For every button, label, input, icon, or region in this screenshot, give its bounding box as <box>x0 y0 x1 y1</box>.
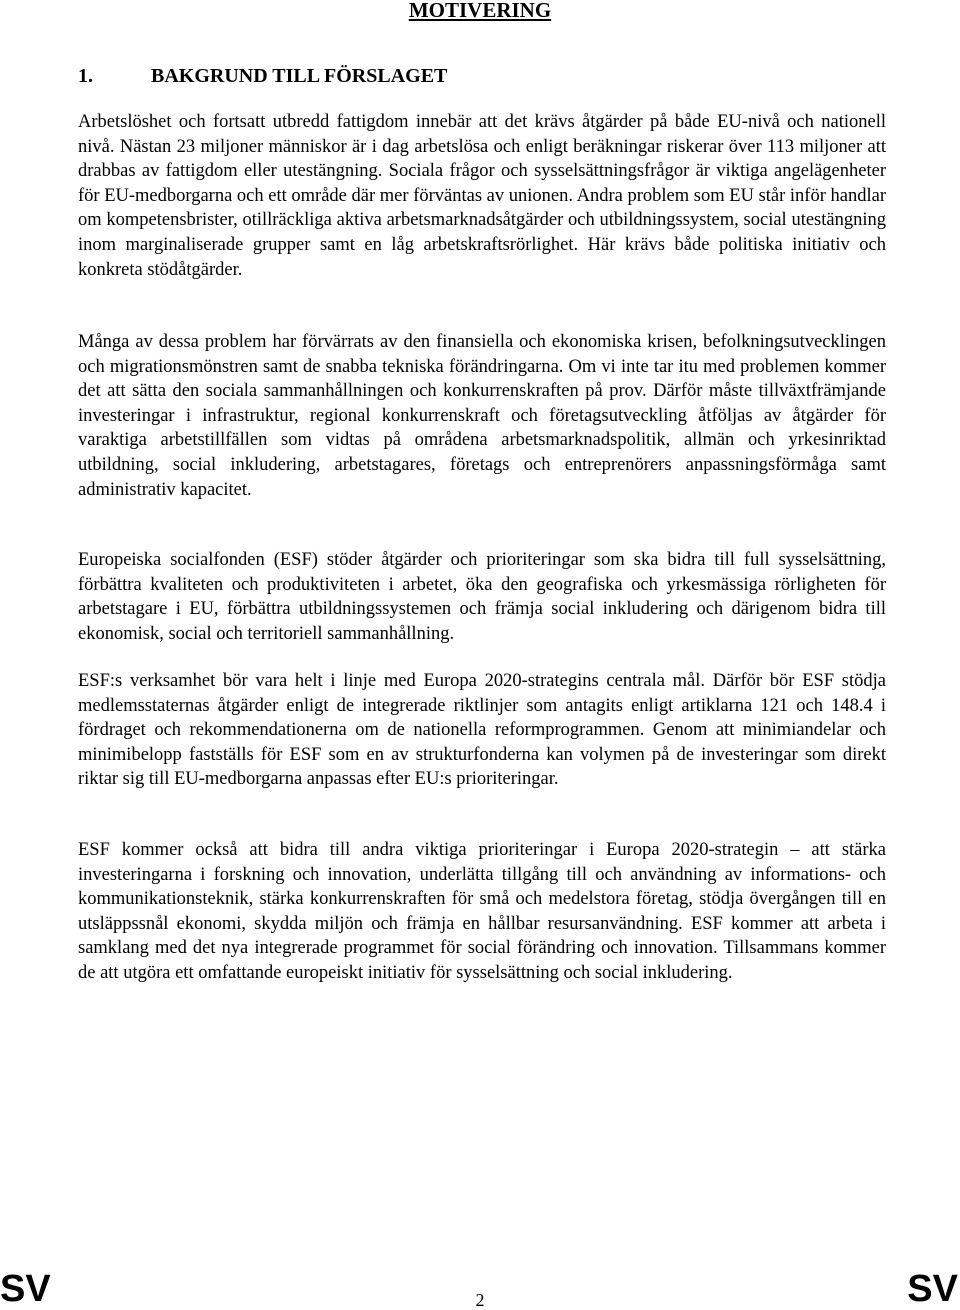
section-title: BAKGRUND TILL FÖRSLAGET <box>151 65 448 87</box>
paragraph-1: Arbetslöshet och fortsatt utbredd fattigdom innebär att det krävs åtgärder på både EU-nivå och nationell nivå. Nästan 23 miljoner människor är i dag arbetslösa och enligt beräkningar riskerar över 113 miljoner att drabbas av fattigdom eller utestängning. Sociala frågor och sysselsättningsfrågor är viktiga angelägenheter för EU-medborgarna och ett område där mer förväntas av unionen. Andra problem som EU står inför handlar om kompetensbrister, otillräckliga aktiva arbetsmarknadsåtgärder och utbildningssystem, social utestängning inom marginaliserade grupper samt en låg arbetskraftsrörlighet. Här krävs både politiska initiativ och konkreta stödåtgärder. <box>78 112 886 280</box>
paragraph-2: Många av dessa problem har förvärrats av den finansiella och ekonomiska krisen, befolkningsutvecklingen och migrationsmönstren samt de snabba tekniska förändringarna. Om vi inte tar itu med problemen kommer det att sätta den sociala sammanhållningen och konkurrenskraften på prov. Därför måste tillväxtfrämjande investeringar i infrastruktur, regional konkurrenskraft och företagsutveckling åtföljas av åtgärder för varaktiga arbetstillfällen som vidtas på områdena arbetsmarknadspolitik, allmän och yrkesinriktad utbildning, social inkludering, arbetstagares, företags och entreprenörers anpassningsförmåga samt administrativ kapacitet. <box>78 332 886 500</box>
page-number: 2 <box>475 1290 485 1310</box>
section-number: 1. <box>78 65 93 87</box>
paragraph-3: Europeiska socialfonden (ESF) stöder åtgärder och prioriteringar som ska bidra till full sysselsättning, förbättra kvaliteten och produktiviteten i arbetet, öka den geografiska och yrkesmässiga rörligheten för arbetstagare i EU, förbättra utbildningssystemen och främja social inkludering och därigenom bidra till ekonomisk, social och territoriell sammanhållning. <box>78 550 886 644</box>
footer-language-right: SV <box>907 1268 958 1310</box>
document-title: MOTIVERING <box>408 0 552 22</box>
section-heading <box>78 64 447 88</box>
paragraph-5: ESF kommer också att bidra till andra viktiga prioriteringar i Europa 2020-strategin – att stärka investeringarna i forskning och innovation, underlätta tillgång till och användning av informations- och kommunikationsteknik, stärka konkurrenskraften för små och medelstora företag, stödja övergången till en utsläppssnål ekonomi, skydda miljön och främja en hållbar resursanvändning. ESF kommer att arbeta i samklang med det nya integrerade programmet för social förändring och innovation. Tillsammans kommer de att utgöra ett omfattande europeiskt initiativ för sysselsättning och social inkludering. <box>78 840 886 983</box>
footer-language-left: SV <box>0 1268 51 1310</box>
paragraph-4: ESF:s verksamhet bör vara helt i linje med Europa 2020-strategins centrala mål. Därför bör ESF stödja medlemsstaternas åtgärder enligt de integrerade riktlinjer som antagits enligt artiklarna 121 och 148.4 i fördraget och rekommendationerna om de nationella reformprogrammen. Genom att minimiandelar och minimibelopp fastställs för ESF som en av strukturfonderna kan volymen på de investeringar som direkt riktar sig till EU-medborgarna anpassas efter EU:s prioriteringar. <box>78 671 886 790</box>
